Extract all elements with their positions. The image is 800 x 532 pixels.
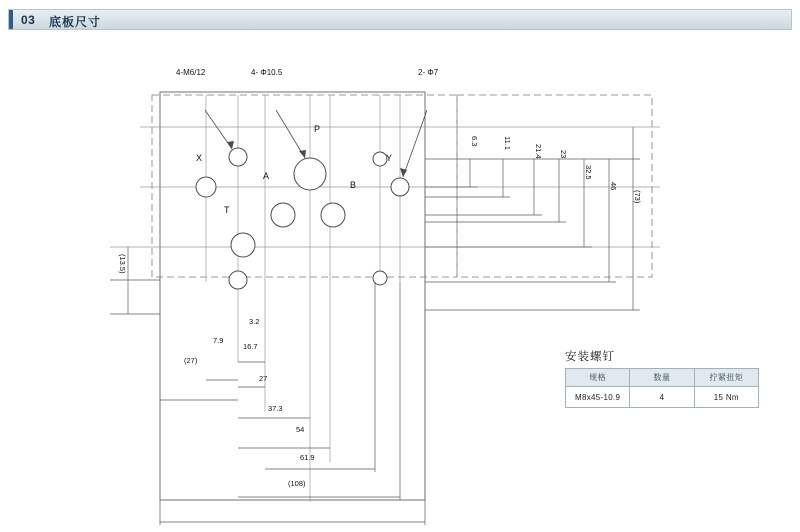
cell-qty: 4 — [630, 387, 694, 408]
port-label-t: T — [224, 205, 230, 215]
dimension-label: 11.1 — [503, 136, 512, 151]
mounting-screw-table — [565, 368, 759, 408]
port-label-p: P — [314, 124, 321, 134]
section-header — [8, 9, 792, 30]
dimension-label: 3.2 — [249, 317, 260, 326]
dimension-label: 37.3 — [268, 404, 283, 413]
dimension-label: (108) — [288, 479, 306, 488]
column-header-torque: 拧紧扭矩 — [694, 369, 758, 387]
dimension-label: 21.4 — [534, 144, 543, 159]
port-label-y: Y — [386, 153, 393, 163]
technical-drawing — [0, 32, 800, 532]
dimension-label: 6.3 — [470, 136, 479, 147]
section-number: 03 — [21, 13, 36, 27]
header-accent-bar — [9, 10, 13, 29]
dimension-label: (27) — [184, 356, 198, 365]
dimension-label: 54 — [296, 425, 305, 434]
callout-label: 2- Φ7 — [418, 68, 439, 77]
column-header-qty: 数量 — [630, 369, 694, 387]
mounting-screw-title: 安装螺钉 — [565, 351, 615, 363]
port-label-a: A — [263, 171, 270, 181]
dimension-label: 23 — [559, 150, 568, 159]
callout-label: 4- Φ10.5 — [251, 68, 283, 77]
dimension-label: 61.9 — [300, 453, 315, 462]
dimension-label: 27 — [259, 374, 268, 383]
port-label-x: X — [196, 153, 203, 163]
callout-label: 4-M6/12 — [176, 68, 206, 77]
dimension-label: (13.5) — [118, 254, 127, 274]
table-row — [566, 387, 759, 408]
mounting-screw-block — [565, 348, 761, 408]
dimension-label: 46 — [609, 182, 618, 191]
dimension-label: 7.9 — [213, 336, 224, 345]
cell-spec: M8x45-10.9 — [566, 387, 630, 408]
dimension-label: 16.7 — [243, 342, 258, 351]
dimension-label: (73) — [633, 190, 642, 204]
drawing-text-layer — [0, 32, 800, 532]
table-header-row — [566, 369, 759, 387]
page-title: 底板尺寸 — [49, 15, 102, 29]
column-header-spec: 规格 — [566, 369, 630, 387]
dimension-label: 32.5 — [584, 165, 593, 180]
port-label-b: B — [350, 180, 357, 190]
cell-torque: 15 Nm — [694, 387, 758, 408]
